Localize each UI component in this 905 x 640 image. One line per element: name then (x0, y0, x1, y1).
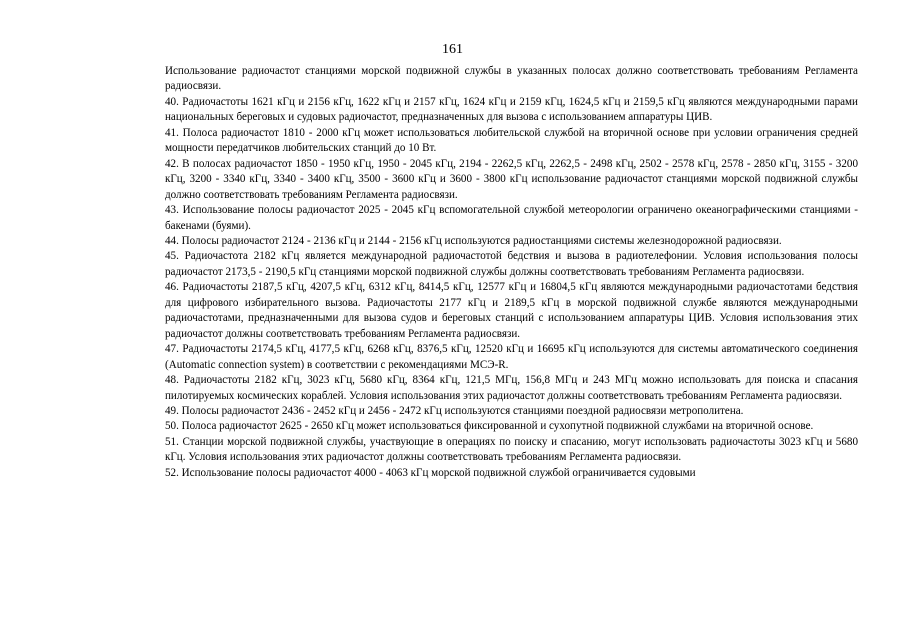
paragraph-51: 51. Станции морской подвижной службы, участвующие в операциях по поиску и спасанию, могут использовать радиочастоты 3023 кГц и 5680 кГц. Условия использования этих радиочастот должны соответствовать требованиям Регламента радиосвязи. (165, 435, 858, 464)
paragraph-48: 48. Радиочастоты 2182 кГц, 3023 кГц, 5680 кГц, 8364 кГц, 121,5 МГц, 156,8 МГц и 243 МГц можно использовать для поиска и спасания пилотируемых космических кораблей. Условия использования этих радиочастот должны соответствовать требованиям Регламента радиосвязи. (165, 374, 858, 402)
paragraph-50: 50. Полоса радиочастот 2625 - 2650 кГц может использоваться фиксированной и сухопутной подвижной службами на вторичной основе. (165, 420, 814, 433)
paragraph-49: 49. Полосы радиочастот 2436 - 2452 кГц и 2456 - 2472 кГц используются станциями поездной радиосвязи метрополитена. (165, 404, 744, 417)
paragraph-41: 41. Полоса радиочастот 1810 - 2000 кГц может использоваться любительской службой на вторичной основе при условии ограничения средней мощности передатчиков любительских станций до 10 Вт. (165, 126, 858, 155)
paragraph-45: 45. Радиочастота 2182 кГц является международной радиочастотой бедствия и вызова в радиотелефонии. Условия использования полосы радиочастот 2173,5 - 2190,5 кГц станциями морской подвижной службы должны соответствовать требованиям Регламента радиосвязи. (165, 250, 858, 278)
paragraph-40: 40. Радиочастоты 1621 кГц и 2156 кГц, 1622 кГц и 2157 кГц, 1624 кГц и 2159 кГц, 1624,5 кГц и 2159,5 кГц являются международными парами национальных береговых и судовых радиочастот, предназначенных для вызова с использованием аппаратуры ЦИВ. (165, 95, 858, 124)
paragraph-46: 46. Радиочастоты 2187,5 кГц, 4207,5 кГц, 6312 кГц, 8414,5 кГц, 12577 кГц и 16804,5 кГц являются международными радиочастотами бедствия для цифрового избирательного вызова. Радиочастоты 2177 кГц и 2189,5 кГц в морской подвижной службе являются международными радиочастотами, предназначенными для вызова судов и береговых станций с использованием аппаратуры ЦИВ. Условия использования этих радиочастот должны соответствовать требованиям Регламента радиосвязи. (165, 281, 858, 340)
page-number: 161 (442, 42, 463, 57)
paragraph-42: 42. В полосах радиочастот 1850 - 1950 кГц, 1950 - 2045 кГц, 2194 - 2262,5 кГц, 2262,5 - 2498 кГц, 2502 - 2578 кГц, 2578 - 2850 кГц, 3155 - 3200 кГц, 3200 - 3340 кГц, 3340 - 3400 кГц, 3500 - 3600 кГц и 3600 - 3800 кГц использование радиочастот станциями морской подвижной службы должно соответствовать требованиям Регламента радиосвязи. (165, 157, 858, 201)
paragraph-52: 52. Использование полосы радиочастот 4000 - 4063 кГц морской подвижной службой ограничивается судовыми (165, 466, 696, 479)
paragraph-44: 44. Полосы радиочастот 2124 - 2136 кГц и 2144 - 2156 кГц используются радиостанциями системы железнодорожной радиосвязи. (165, 234, 782, 247)
document-body (165, 64, 858, 481)
paragraph-43: 43. Использование полосы радиочастот 2025 - 2045 кГц вспомогательной службой метеорологии ограничено океанографическими станциями - бакенами (буями). (165, 204, 858, 232)
paragraph-intro: Использование радиочастот станциями морской подвижной службы в указанных полосах должно соответствовать требованиям Регламента радиосвязи. (165, 65, 858, 93)
paragraph-47: 47. Радиочастоты 2174,5 кГц, 4177,5 кГц, 6268 кГц, 8376,5 кГц, 12520 кГц и 16695 кГц используются для системы автоматического соединения (Automatic connection system) в соответствии с рекомендациями МСЭ-R. (165, 343, 858, 371)
